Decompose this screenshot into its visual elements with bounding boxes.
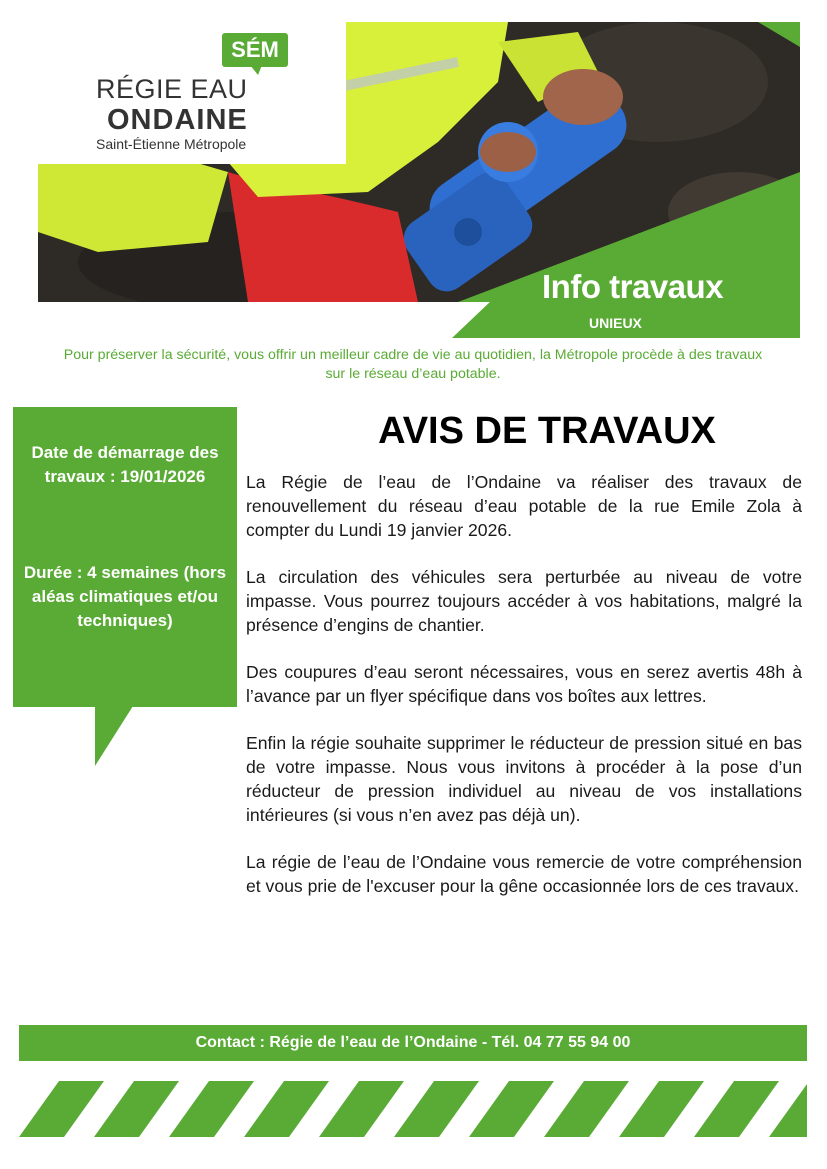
- duration: Durée : 4 semaines (hors aléas climatiques et/ou techniques): [23, 563, 227, 630]
- contact-bar: Contact : Régie de l’eau de l’Ondaine - Tél. 04 77 55 94 00: [19, 1025, 807, 1061]
- banner-location: UNIEUX: [589, 315, 642, 331]
- dates-callout: [13, 407, 237, 707]
- banner-title: Info travaux: [542, 268, 724, 305]
- notice-body: [246, 470, 802, 921]
- sem-badge-tail: [250, 65, 262, 75]
- start-date: Date de démarrage des travaux : 19/01/2026: [31, 443, 219, 486]
- sem-badge: SÉM: [222, 33, 288, 67]
- logo-metropole: Saint-Étienne Métropole: [96, 136, 247, 152]
- paragraph-works: La Régie de l’eau de l’Ondaine va réaliser des travaux de renouvellement du réseau d’eau potable de la rue Emile Zola à compter du Lundi 19 janvier 2026.: [246, 472, 802, 540]
- callout-tail: [95, 706, 133, 766]
- intro-text: Pour préserver la sécurité, vous offrir un meilleur cadre de vie au quotidien, la Métropole procède à des travaux sur le réseau d’eau potable.: [63, 347, 763, 382]
- page-title: AVIS DE TRAVAUX: [378, 410, 716, 452]
- paragraph-traffic: La circulation des véhicules sera perturbée au niveau de votre impasse. Vous pourrez toujours accéder à vos habitations, malgré la présence d’engins de chantier.: [246, 567, 802, 635]
- paragraph-water-cuts: Des coupures d’eau seront nécessaires, vous en serez avertis 48h à l’avance par un flyer spécifique dans vos boîtes aux lettres.: [246, 662, 802, 706]
- paragraph-pressure-reducer: Enfin la régie souhaite supprimer le réducteur de pression situé en bas de votre impasse. Nous vous invitons à procéder à la pose d’un réducteur de pression individuel au niveau de vos installations intérieures (si vous n’en avez pas déjà un).: [246, 733, 802, 825]
- paragraph-thanks: La régie de l’eau de l’Ondaine vous remercie de votre compréhension et vous prie de l'excuser pour la gêne occasionnée lors de ces travaux.: [246, 852, 802, 896]
- decorative-stripes: [19, 1081, 807, 1137]
- logo-regie-eau: RÉGIE EAU: [96, 74, 248, 104]
- logo-ondaine: ONDAINE: [107, 104, 248, 136]
